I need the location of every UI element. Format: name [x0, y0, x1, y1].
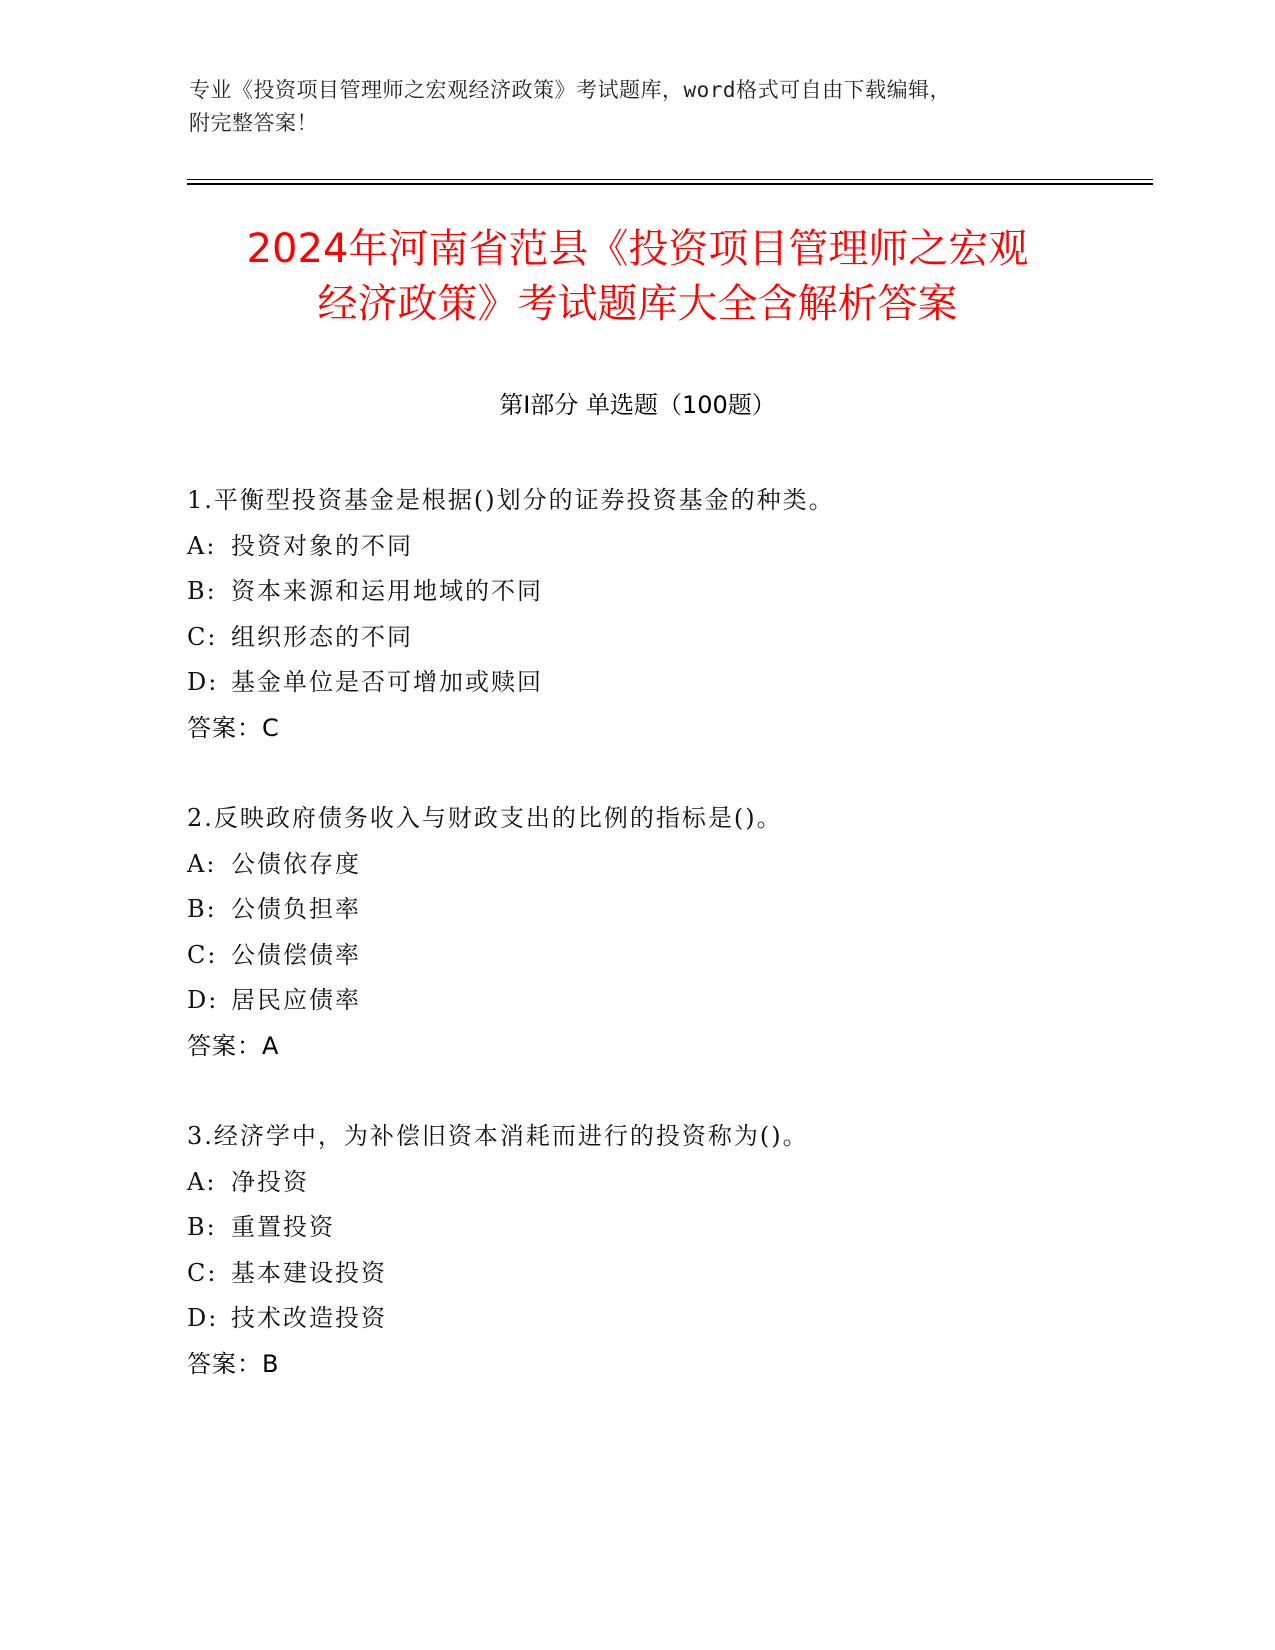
header-note-line-2: 附完整答案！ [189, 111, 318, 135]
option-letter: D: [187, 986, 219, 1014]
header-divider-thick [187, 183, 1153, 185]
option-c [187, 933, 1147, 979]
question-stem: 3.经济学中，为补偿旧资本消耗而进行的投资称为()。 [187, 1122, 809, 1150]
option-d [187, 978, 1147, 1024]
option-text: 居民应债率 [231, 986, 361, 1014]
option-letter: C: [187, 940, 218, 969]
option-text: 公债依存度 [231, 849, 361, 878]
option-text: 技术改造投资 [231, 1304, 387, 1332]
option-letter: A: [187, 531, 217, 560]
question-stem: 2.反映政府债务收入与财政支出的比例的指标是()。 [187, 804, 783, 832]
option-b [187, 569, 1147, 615]
option-letter: A: [187, 849, 217, 878]
option-a [187, 1160, 1147, 1206]
option-text: 公债偿债率 [231, 940, 361, 969]
question-stem: 1.平衡型投资基金是根据()划分的证券投资基金的种类。 [187, 486, 835, 514]
answer-line: 答案：A [187, 1031, 280, 1060]
option-letter: C: [187, 1258, 218, 1287]
question-block [187, 478, 1147, 751]
document-title-line-1: 2024年河南省范县《投资项目管理师之宏观 [246, 226, 1029, 272]
option-text: 组织形态的不同 [231, 622, 413, 651]
header-note [189, 74, 1089, 140]
option-text: 重置投资 [231, 1213, 335, 1241]
option-letter: C: [187, 622, 218, 651]
header-divider-thin [187, 179, 1153, 180]
question-block [187, 796, 1147, 1069]
option-letter: B: [187, 577, 217, 605]
option-text: 基本建设投资 [231, 1258, 387, 1287]
option-b [187, 1205, 1147, 1251]
document-title [150, 222, 1125, 332]
document-title-line-2: 经济政策》考试题库大全含解析答案 [317, 281, 958, 327]
option-text: 投资对象的不同 [231, 531, 413, 560]
option-letter: B: [187, 895, 217, 923]
option-letter: D: [187, 668, 219, 696]
option-d [187, 1296, 1147, 1342]
option-d [187, 660, 1147, 706]
answer-line: 答案：C [187, 713, 280, 742]
option-text: 公债负担率 [231, 895, 361, 923]
option-c [187, 615, 1147, 661]
option-letter: D: [187, 1304, 219, 1332]
section-heading: 第Ⅰ部分 单选题（100题） [499, 391, 776, 419]
option-text: 基金单位是否可增加或赎回 [231, 668, 543, 696]
question-block [187, 1114, 1147, 1387]
option-letter: B: [187, 1213, 217, 1241]
header-note-line-1: 专业《投资项目管理师之宏观经济政策》考试题库，word格式可自由下载编辑， [189, 78, 952, 102]
option-text: 资本来源和运用地域的不同 [231, 577, 543, 605]
option-a [187, 842, 1147, 888]
option-text: 净投资 [231, 1167, 309, 1196]
answer-line: 答案：B [187, 1349, 280, 1378]
option-letter: A: [187, 1167, 217, 1196]
option-c [187, 1251, 1147, 1297]
option-b [187, 887, 1147, 933]
option-a [187, 524, 1147, 570]
